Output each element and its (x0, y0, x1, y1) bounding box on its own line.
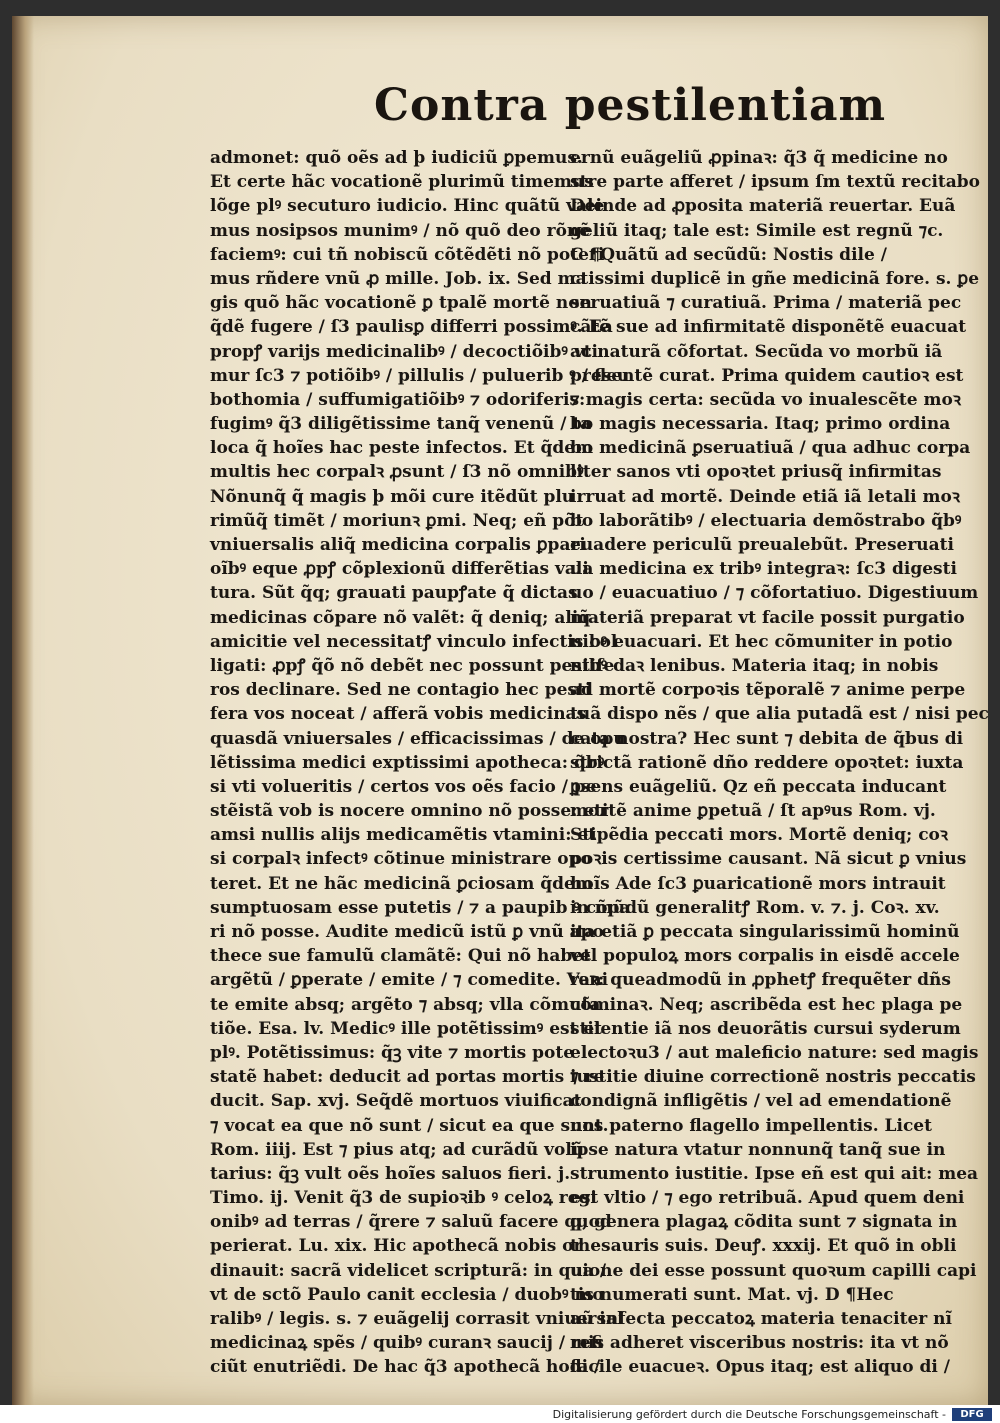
text-line: loca q̃ hoĩes hac peste infectos. Et q̃dem (210, 438, 594, 459)
text-line: propꝭ varijs medicinalibꝰ / decoctiõibꝰ vti (210, 341, 599, 362)
text-line: electoꝛu3 / aut maleficio nature: sed magis (570, 1042, 979, 1063)
text-line: amsi nullis alijs medicamẽtis vtamini: et (210, 825, 597, 846)
text-line: ⁊ vocat ea que nõ sunt / sicut ea que sunt. (210, 1115, 609, 1136)
text-line: cãtẽ sue ad infirmitatẽ disponẽtẽ euacuat (570, 317, 967, 338)
text-line: te emite absq; argẽto ⁊ absq; vlla cõmuta (210, 994, 601, 1015)
text-line: argẽtũ / ꝑperate / emite / ⁊ comedite. Veni (210, 970, 609, 991)
text-line: medicinas cõpare nõ valẽt: q̃ deniq; aliq̃ (210, 607, 591, 628)
text-line: ꝑsens euãgeliũ. Qz eñ peccata inducant (570, 776, 947, 797)
right-text-column (570, 146, 989, 1380)
text-line: uo / euacuatiuo / ⁊ cõfortatiuo. Digestiuum (570, 583, 979, 604)
text-line: ciũt enutriẽdi. De hac q̃3 apothecã hodi / (210, 1357, 601, 1378)
text-line: C ¶Quãtũ ad secũdũ: Nostis dile / (570, 244, 887, 265)
text-line: mis adheret visceribus nostris: ita vt nõ (570, 1333, 949, 1354)
text-line: amicitie vel necessitatꝭ vinculo infectis col (210, 631, 618, 652)
text-line: condignã infligẽtis / vel ad emendationẽ (570, 1091, 952, 1112)
text-line: iustitie diuine correctionẽ nostris peccatis (570, 1067, 976, 1088)
text-line: euadere periculũ preualebũt. Preseruati (570, 535, 954, 555)
text-line: stẽistã vob is nocere omnino nõ posse: eti (210, 801, 609, 822)
text-line: bothomia / suffumigatiõibꝰ ⁊ odoriferis: (210, 389, 586, 410)
text-line: ctissimi duplicẽ in gñe medicinã fore. s. ꝑe (570, 268, 980, 289)
text-line: lõge plꝰ secuturo iudicio. Hinc quãtũ vale (210, 196, 605, 217)
text-line: mus rñdere vnũ ꝓ mille. Job. ix. Sed ma (210, 268, 587, 289)
text-line: stilentie iã nos deuorãtis cursui syderum (570, 1018, 961, 1039)
text-line: mus nosipsos munimꝰ / nõ quõ deo rõnẽ (210, 220, 591, 241)
text-line: bo medicinã ꝑseruatiuã / qua adhuc corpa (570, 438, 971, 459)
text-line: presentẽ curat. Prima quidem cautioꝛ est (570, 365, 964, 386)
text-line: Et certe hãc vocationẽ plurimũ timemus (210, 172, 594, 193)
text-line: fugimꝰ q̃3 diligẽtissime tanq̃ venenũ / ta (210, 414, 592, 435)
dfg-logo: DFG (952, 1408, 992, 1421)
text-line: nibꝰ daꝛ lenibus. Materia itaq; in nobis (570, 655, 939, 676)
text-line: strictã rationẽ dño reddere opoꝛtet: iuxta (570, 752, 964, 773)
text-line: gis quõ hãc vocationẽ ꝑ tpalẽ mortẽ non (210, 293, 592, 314)
text-line: tis numerati sunt. Mat. vj. D ¶Hec (570, 1284, 894, 1305)
text-line: Deinde ad ꝓposita materiã reuertar. Euã (570, 196, 956, 217)
text-line: ralibꝰ / legis. s. ⁊ euãgelij corrasit vniuersal (210, 1309, 624, 1329)
text-line: rimũq̃ timẽt / moriunꝛ ꝑmi. Neq; eñ põt (210, 510, 584, 531)
text-line: bo magis necessaria. Itaq; primo ordina (570, 414, 951, 435)
text-line: vt de sctõ Paulo canit ecclesia / duobꝰ mo (210, 1284, 604, 1305)
text-line: liter sanos vti opoꝛtet priusq̃ infirmitas (570, 462, 942, 483)
text-line: tuã dispo nẽs / que alia putadã est / nisi pec (570, 704, 989, 725)
text-line: ri nõ posse. Audite medicũ istũ ꝑ vnũ apo (210, 922, 604, 942)
text-line: thece sue famulũ clamãtẽ: Qui nõ habet (210, 946, 591, 967)
text-line: lẽtissima medici exptissimi apotheca: q̃bꝰ (210, 752, 605, 773)
left-text-column (210, 146, 631, 1380)
text-line: faciemꝰ: cui tñ nobiscũ cõtẽdẽti nõ poteri (210, 244, 605, 265)
text-line: Stipẽdia peccati mors. Mortẽ deniq; coꝛ (570, 825, 948, 846)
text-line: stre parte afferet / ipsum ſm textũ recitabo (570, 172, 981, 193)
text-line: est vltio / ⁊ ego retribuã. Apud quem deni (570, 1188, 965, 1209)
text-line: geliũ itaq; tale est: Simile est regnũ ⁊c. (570, 220, 944, 241)
text-line: perierat. Lu. xix. Hic apothecã nobis or (210, 1236, 583, 1257)
text-line: mortẽ anime ꝑpetuã / ſt apꝰus Rom. vj. (570, 801, 936, 822)
text-line: admonet: quõ oẽs ad þ iudiciũ ꝑpemus. (210, 148, 583, 168)
text-line: hoĩs Ade ſc3 ꝑuaricationẽ mors intrauit (570, 873, 946, 894)
text-line: multis hec corpalꝛ ꝓsunt / ſ3 nõ omnibꝰ. (210, 462, 590, 483)
text-line: q̃dẽ fugere / ſ3 paulisꝑ differri possimꝰ. Ea (210, 317, 613, 338)
text-line: aũ infecta peccatoꝝ materia tenaciter nĩ (570, 1309, 952, 1329)
text-line: sumptuosam esse putetis / ⁊ a paupib ꝰ cõpa (210, 897, 631, 918)
text-line: cõminaꝛ. Neq; ascribẽda est hec plaga pe (570, 994, 963, 1015)
text-line: raꝛ: queadmodũ in ꝓphetꝭ frequẽter dñs (570, 970, 951, 991)
text-line: Nõnunq̃ q̃ magis þ mõi cure itẽdũt plu (210, 486, 575, 507)
text-line: in mũdũ generalitꝭ Rom. v. ⁊. j. Coꝛ. xv. (570, 897, 940, 918)
text-line: cata nostra? Hec sunt ⁊ debita de q̃bus di (570, 728, 964, 749)
page-title: Contra pestilentiam (374, 80, 887, 131)
text-line: thesauris suis. Deuꝭ. xxxij. Et quõ in obli (570, 1236, 957, 1257)
text-line: tura. Sũt q̃q; grauati paupꝭate q̃ dictas (210, 583, 578, 604)
text-line: uione dei esse possunt quoꝛum capilli capi (570, 1260, 977, 1281)
text-line: Rom. iiij. Est ⁊ pius atq; ad curãdũ volũ (210, 1139, 585, 1160)
text-line: ⁊ magis certa: secũda vo inualescẽte moꝛ (570, 389, 961, 410)
text-line: onibꝰ ad terras / q̃rere ⁊ saluũ facere quod (210, 1212, 612, 1233)
text-line: Timo. ij. Venit q̃3 de supioꝛib ꝰ celoꝝ regi (210, 1188, 597, 1209)
text-line: plꝰ. Potẽtissimus: q̃ꝫ vite ⁊ mortis pote (210, 1042, 575, 1063)
text-line: poꝛis certissime causant. Nã sicut ꝑ vnius (570, 849, 967, 870)
text-line: facile euacueꝛ. Opus itaq; est aliquo di / (570, 1357, 950, 1378)
text-line: ernũ euãgeliũ ꝓpinaꝛ: q̃3 q̃ medicine no (570, 148, 948, 168)
text-line: materiã preparat vt facile possit purgatio (570, 607, 965, 628)
text-line: dinauit: sacrã videlicet scripturã: in qua / (210, 1260, 607, 1281)
text-line: statẽ habet: deducit ad portas mortis ⁊ re (210, 1067, 605, 1088)
digitization-footer (0, 1405, 1000, 1423)
text-line: bo laborãtibꝰ / electuaria demõstrabo q̃bꝰ (570, 510, 962, 531)
text-line: ac naturã cõfortat. Secũda vo morbũ iã (570, 341, 943, 362)
text-line: seruatiuã ⁊ curatiuã. Prima / materiã pec (570, 293, 962, 314)
text-line: nos paterno flagello impellentis. Licet (570, 1115, 932, 1136)
text-line: tarius: q̃ꝫ vult oẽs hoĩes saluos fieri. j. (210, 1163, 571, 1184)
text-line: teret. Et ne hãc medicinã ꝑciosam q̃dem (210, 873, 593, 894)
text-line: vel populoꝝ mors corpalis in eisdẽ accele (570, 946, 960, 967)
text-line: ros declinare. Sed ne contagio hec pesti (210, 680, 592, 701)
text-line: oĩbꝰ eque ꝓpꝭ cõplexionũ differẽtias vali (210, 559, 589, 580)
text-line: strumento iustitie. Ipse eñ est qui ait: mea (570, 1163, 979, 1184)
text-line: ipse natura vtatur nonnunq̃ tanq̃ sue in (570, 1139, 946, 1160)
text-line: quasdã vniuersales / efficacissimas / de opu (210, 728, 626, 749)
text-line: si corpalꝛ infectꝰ cõtinue ministrare opo (210, 849, 592, 870)
text-line: mur ſc3 ⁊ potiõibꝰ / pillulis / puluerib ꝰ / fleu (210, 365, 630, 386)
text-line: ligati: ꝓpꝭ q̃õ nõ debẽt nec possunt pestife (210, 655, 615, 676)
book-page (12, 16, 988, 1405)
text-line: tiõe. Esa. lv. Medicꝰ ille potẽtissimꝰ est et (210, 1018, 603, 1039)
text-line: ad mortẽ corpoꝛis tẽporalẽ ⁊ anime perpe (570, 680, 966, 701)
text-line: si vti volueritis / certos vos oẽs facio / pe (210, 776, 597, 797)
text-line: fera vos noceat / afferã vobis medicinas (210, 704, 587, 725)
text-line: medicinaꝝ spẽs / quibꝰ curanꝛ saucij / refi (210, 1333, 604, 1354)
text-line: q; genera plagaꝝ cõdita sunt ⁊ signata in (570, 1212, 958, 1233)
text-line: ducit. Sap. xvj. Seq̃dẽ mortuos viuificat (210, 1091, 582, 1112)
page-spine-shadow (12, 16, 34, 1405)
text-line: nibꝰ euacuari. Et hec cõmuniter in potio (570, 631, 953, 652)
text-line: vniuersalis aliq̃ medicina corpalis ꝑpari (210, 535, 586, 555)
text-line: irruat ad mortẽ. Deinde etiã iã letali moꝛ (570, 486, 960, 507)
text-line: ita etiã ꝑ peccata singularissimũ hominũ (570, 922, 960, 942)
text-line: ua medicina ex tribꝰ integraꝛ: ſc3 digesti (570, 559, 957, 580)
footer-credit: Digitalisierung gefördert durch die Deutsche Forschungsgemeinschaft - (552, 1408, 946, 1421)
